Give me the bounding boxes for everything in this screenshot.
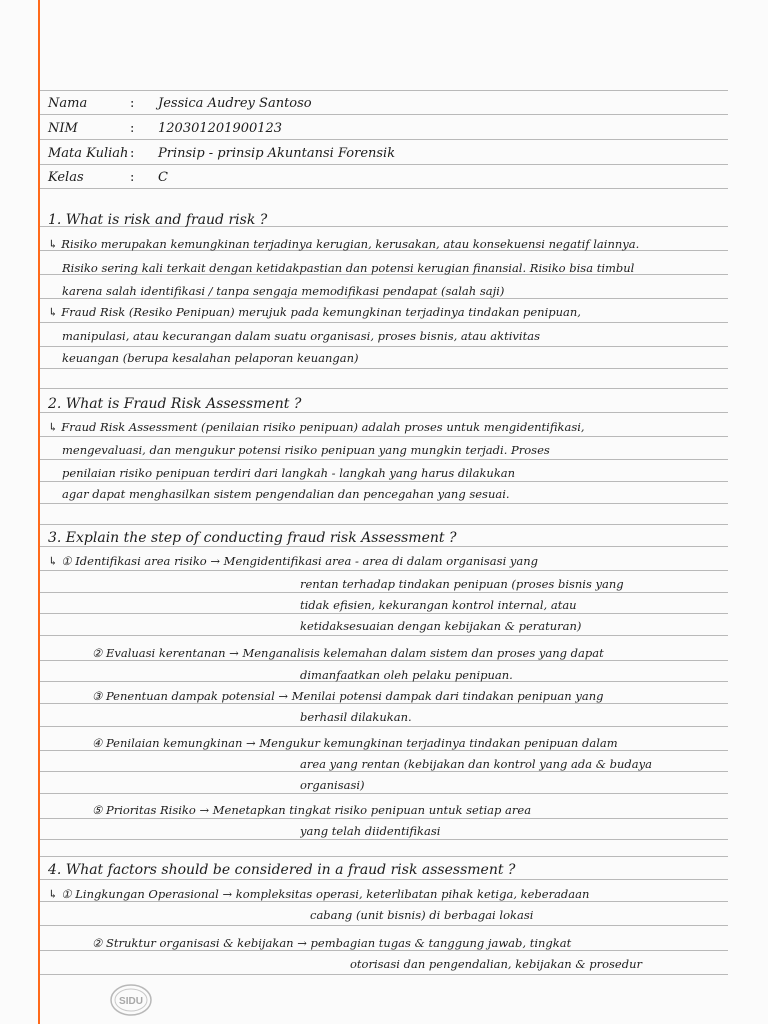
question-1: 1. What is risk and fraud risk ? <box>48 212 268 228</box>
answer-line: berhasil dilakukan. <box>300 710 412 724</box>
ruled-line <box>40 635 728 636</box>
answer-line: ↳ ① Identifikasi area risiko → Mengidentifikasi area - area di dalam organisasi yang <box>48 554 539 568</box>
answer-line: dimanfaatkan oleh pelaku penipuan. <box>300 668 513 682</box>
name-row <box>48 96 312 114</box>
ruled-line <box>40 459 728 460</box>
class-value: C <box>158 170 168 185</box>
nim-value: 120301201900123 <box>158 121 283 136</box>
ruled-line <box>40 546 728 547</box>
answer-line: ④ Penilaian kemungkinan → Mengukur kemungkinan terjadinya tindakan penipuan dalam <box>92 736 618 750</box>
class-label: Kelas <box>48 170 84 185</box>
ruled-line <box>40 950 728 951</box>
colon: : <box>130 170 135 185</box>
question-4: 4. What factors should be considered in a fraud risk assessment ? <box>48 862 516 878</box>
answer-line: mengevaluasi, dan mengukur potensi risiko penipuan yang mungkin terjadi. Proses <box>62 443 550 457</box>
answer-line: tidak efisien, kekurangan kontrol internal, atau <box>300 598 577 612</box>
answer-line: cabang (unit bisnis) di berbagai lokasi <box>310 908 534 922</box>
ruled-line <box>40 726 728 727</box>
answer-line: rentan terhadap tindakan penipuan (proses bisnis yang <box>300 577 624 591</box>
ruled-line <box>40 164 728 165</box>
ruled-line <box>40 839 728 840</box>
ruled-line <box>40 925 728 926</box>
answer-line: yang telah diidentifikasi <box>300 824 441 838</box>
course-row <box>48 146 395 164</box>
ruled-line <box>40 388 728 389</box>
name-value: Jessica Audrey Santoso <box>158 96 312 111</box>
ruled-line <box>40 139 728 140</box>
ruled-line <box>40 750 728 751</box>
class-row <box>48 170 168 188</box>
ruled-line <box>40 346 728 347</box>
ruled-line <box>40 114 728 115</box>
colon: : <box>130 146 135 161</box>
ruled-line <box>40 818 728 819</box>
answer-line: penilaian risiko penipuan terdiri dari langkah - langkah yang harus dilakukan <box>62 466 516 480</box>
ruled-line <box>40 570 728 571</box>
ruled-line <box>40 793 728 794</box>
answer-line: keuangan (berupa kesalahan pelaporan keuangan) <box>62 351 359 365</box>
ruled-line <box>40 974 728 975</box>
answer-line: ② Struktur organisasi & kebijakan → pembagian tugas & tanggung jawab, tingkat <box>92 936 572 950</box>
ruled-line <box>40 503 728 504</box>
question-3: 3. Explain the step of conducting fraud risk Assessment ? <box>48 530 457 546</box>
ruled-line <box>40 298 728 299</box>
answer-line: agar dapat menghasilkan sistem pengendalian dan pencegahan yang sesuai. <box>62 487 510 501</box>
answer-line: manipulasi, atau kecurangan dalam suatu organisasi, proses bisnis, atau aktivitas <box>62 329 540 343</box>
ruled-line <box>40 771 728 772</box>
answer-line: organisasi) <box>300 778 365 792</box>
ruled-line <box>40 368 728 369</box>
ruled-line <box>40 703 728 704</box>
ruled-line <box>40 436 728 437</box>
answer-line: ↳ ① Lingkungan Operasional → kompleksitas operasi, keterlibatan pihak ketiga, keberadaan <box>48 887 590 901</box>
ruled-line <box>40 412 728 413</box>
margin-line <box>38 0 40 1024</box>
ruled-line <box>40 592 728 593</box>
name-label: Nama <box>48 96 88 111</box>
colon: : <box>130 96 135 111</box>
answer-line: ↳ Risiko merupakan kemungkinan terjadinya kerugian, kerusakan, atau konsekuensi negatif lainnya. <box>48 237 640 251</box>
sidu-logo <box>109 983 153 1017</box>
ruled-line <box>40 481 728 482</box>
colon: : <box>130 121 135 136</box>
answer-line: ketidaksesuaian dengan kebijakan & peraturan) <box>300 619 582 633</box>
nim-row <box>48 121 282 139</box>
answer-line: ② Evaluasi kerentanan → Menganalisis kelemahan dalam sistem dan proses yang dapat <box>92 646 604 660</box>
ruled-line <box>40 660 728 661</box>
answer-line: ↳ Fraud Risk Assessment (penilaian risiko penipuan) adalah proses untuk mengidentifikasi, <box>48 420 585 434</box>
answer-line: karena salah identifikasi / tanpa sengaja memodifikasi pendapat (salah saji) <box>62 284 505 298</box>
course-value: Prinsip - prinsip Akuntansi Forensik <box>158 146 396 161</box>
question-2: 2. What is Fraud Risk Assessment ? <box>48 396 302 412</box>
ruled-line <box>40 90 728 91</box>
answer-line: ↳ Fraud Risk (Resiko Penipuan) merujuk pada kemungkinan terjadinya tindakan penipuan, <box>48 305 581 319</box>
answer-line: otorisasi dan pengendalian, kebijakan & prosedur <box>350 957 642 971</box>
ruled-line <box>40 188 728 189</box>
logo-text: SIDU <box>119 996 143 1007</box>
ruled-line <box>40 879 728 880</box>
ruled-line <box>40 613 728 614</box>
nim-label: NIM <box>48 121 78 136</box>
answer-line: Risiko sering kali terkait dengan ketidakpastian dan potensi kerugian finansial. Risiko bisa timbul <box>62 261 635 275</box>
answer-line: ⑤ Prioritas Risiko → Menetapkan tingkat risiko penipuan untuk setiap area <box>92 803 532 817</box>
answer-line: ③ Penentuan dampak potensial → Menilai potensi dampak dari tindakan penipuan yang <box>92 689 604 703</box>
answer-line: area yang rentan (kebijakan dan kontrol yang ada & budaya <box>300 757 652 771</box>
ruled-line <box>40 856 728 857</box>
ruled-line <box>40 524 728 525</box>
ruled-line <box>40 322 728 323</box>
ruled-line <box>40 901 728 902</box>
course-label: Mata Kuliah <box>48 146 129 161</box>
